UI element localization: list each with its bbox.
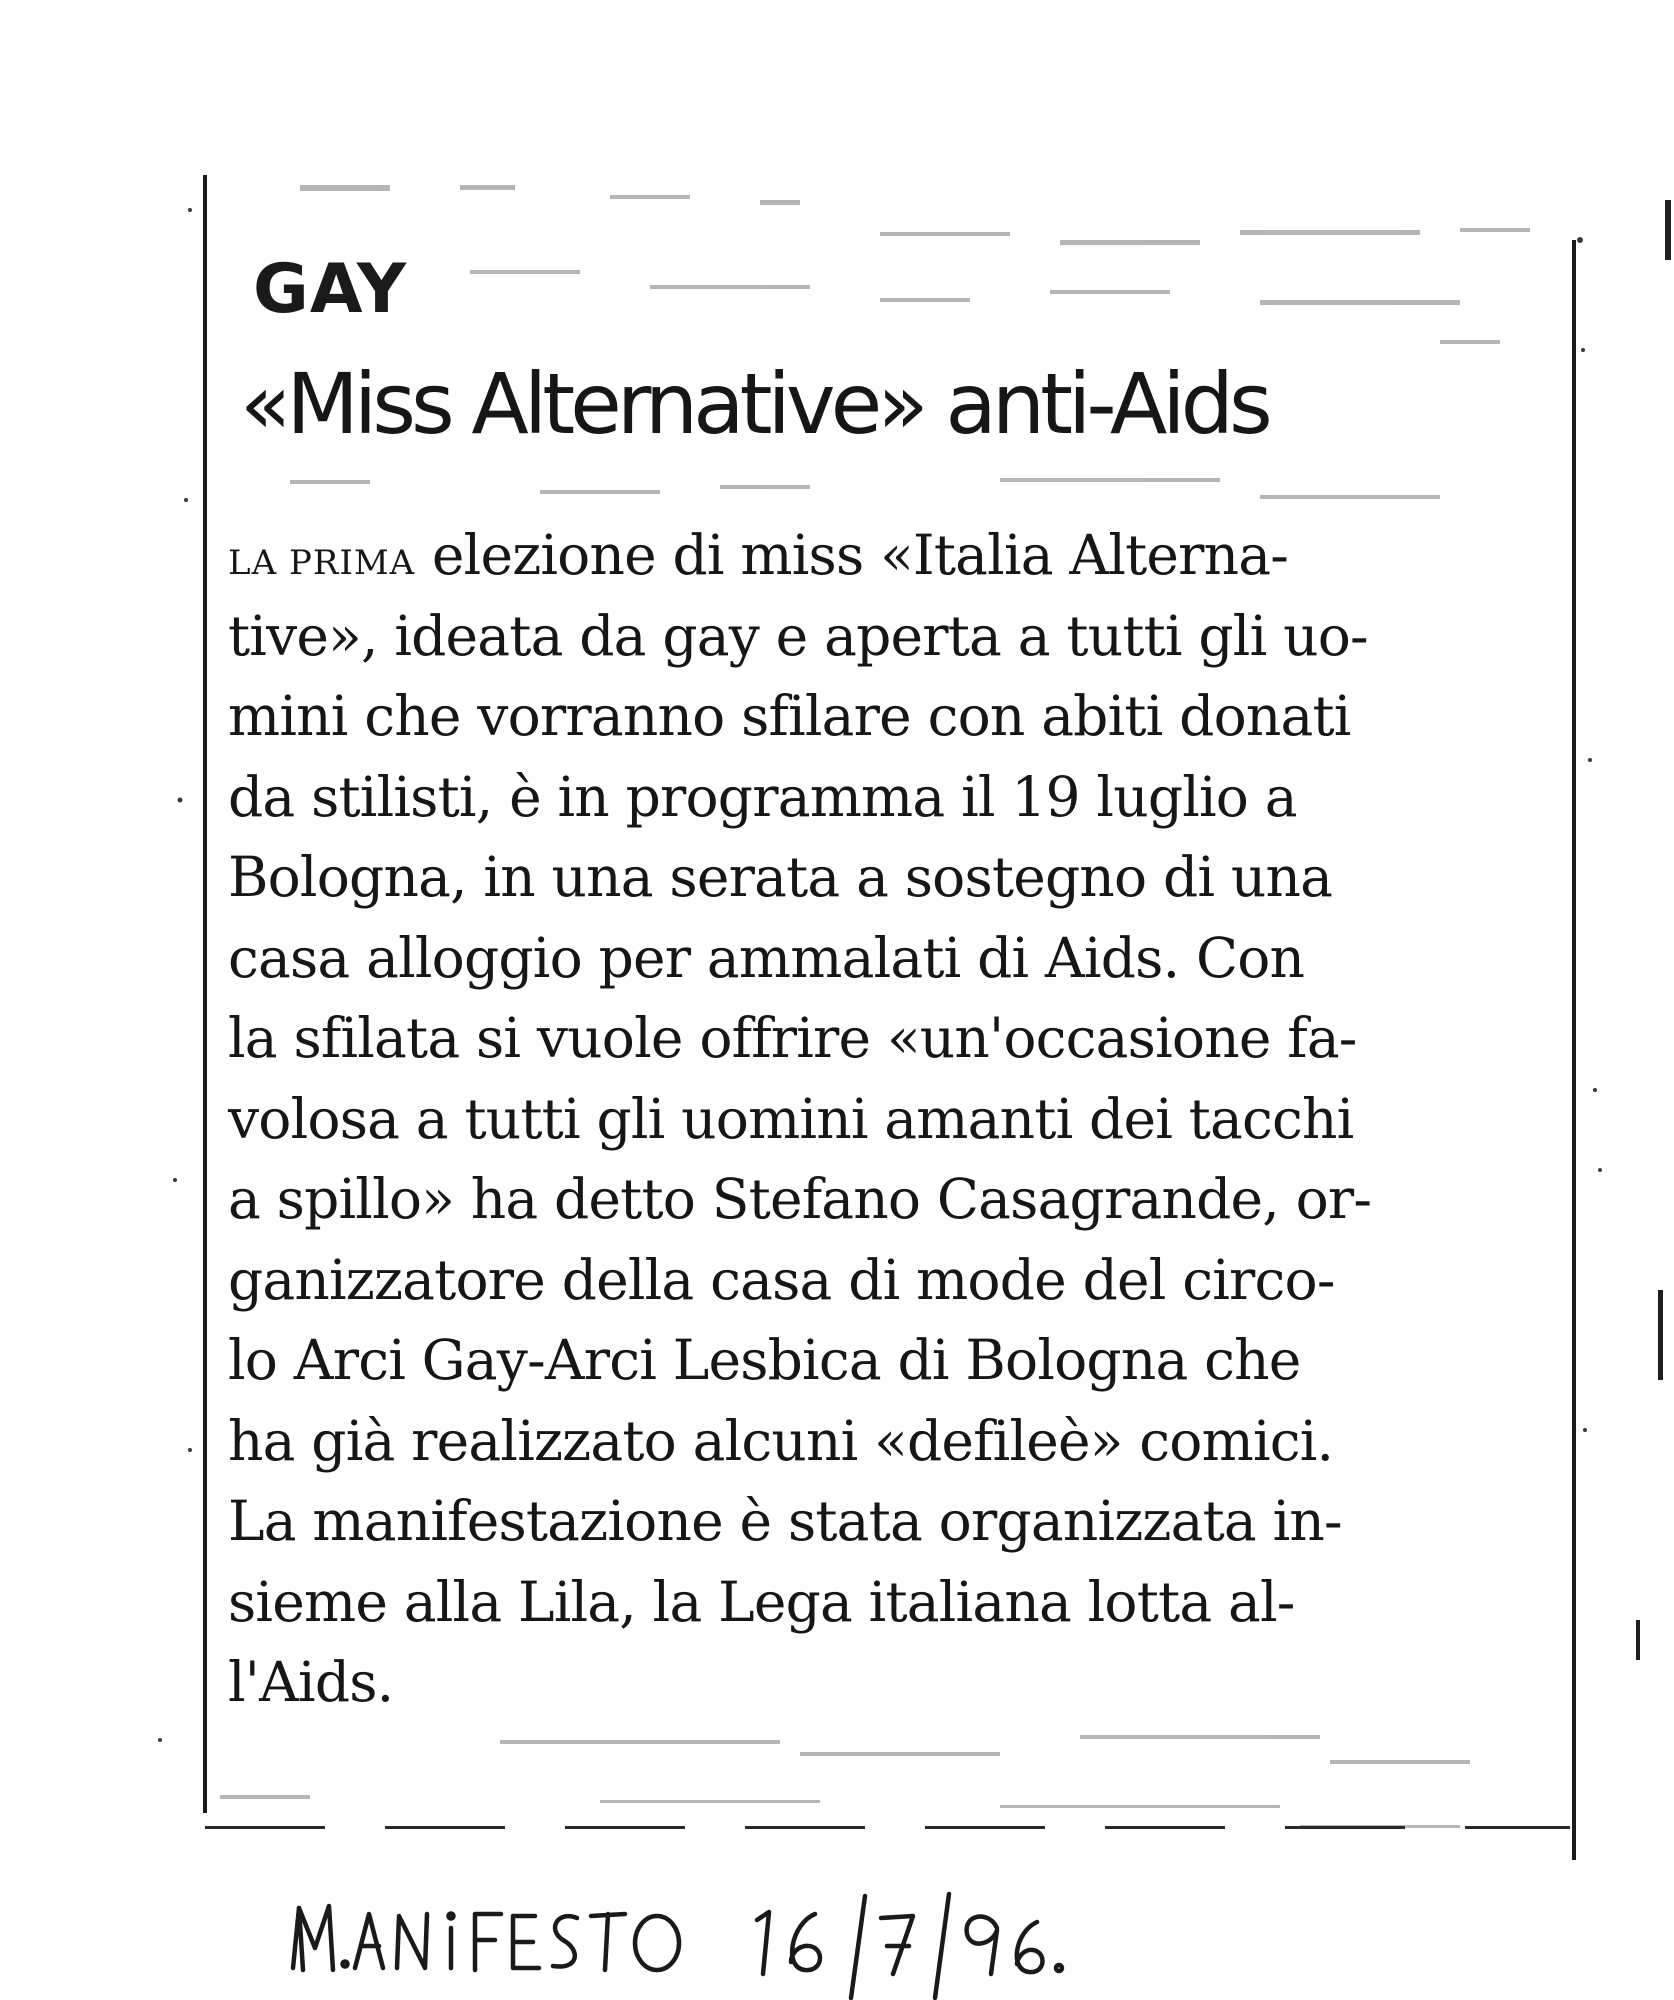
right-column-rule	[1572, 240, 1576, 1860]
body-line: volosa a tutti gli uomini amanti dei tacchi	[228, 1086, 1354, 1151]
handwritten-source-note	[285, 1888, 1345, 2000]
body-line: l'Aids.	[228, 1650, 394, 1714]
article-body	[228, 515, 1548, 1723]
body-line: la sfilata si vuole offrire «un'occasione fa-	[228, 1006, 1357, 1070]
bottom-rule	[205, 1826, 1570, 1829]
left-column-rule	[203, 175, 207, 1813]
body-line: tive», ideata da gay e aperta a tutti gli uo-	[228, 603, 1368, 668]
body-line: ha già realizzato alcuni «defileè» comici.	[228, 1408, 1334, 1473]
body-line: mini che vorranno sfilare con abiti donati	[228, 684, 1351, 748]
article-kicker: GAY	[253, 250, 408, 329]
body-line: da stilisti, è in programma il 19 luglio a	[228, 764, 1297, 829]
body-line: ganizzatore della casa di mode del circo-	[228, 1247, 1335, 1312]
body-line	[228, 515, 1548, 596]
body-line-text: elezione di miss «Italia Alterna-	[431, 523, 1289, 587]
body-line: casa alloggio per ammalati di Aids. Con	[228, 925, 1305, 990]
body-line: sieme alla Lila, la Lega italiana lotta al-	[228, 1569, 1295, 1634]
body-line: Bologna, in una serata a sostegno di una	[228, 845, 1333, 909]
body-line: lo Arci Gay-Arci Lesbica di Bologna che	[228, 1328, 1301, 1392]
body-line: a spillo» ha detto Stefano Casagrande, or-	[228, 1167, 1372, 1231]
lead-in-caps: LA PRIMA	[228, 543, 416, 583]
body-line: La manifestazione è stata organizzata in-	[228, 1489, 1342, 1553]
article-headline: «Miss Alternative» anti-Aids	[240, 355, 1268, 453]
